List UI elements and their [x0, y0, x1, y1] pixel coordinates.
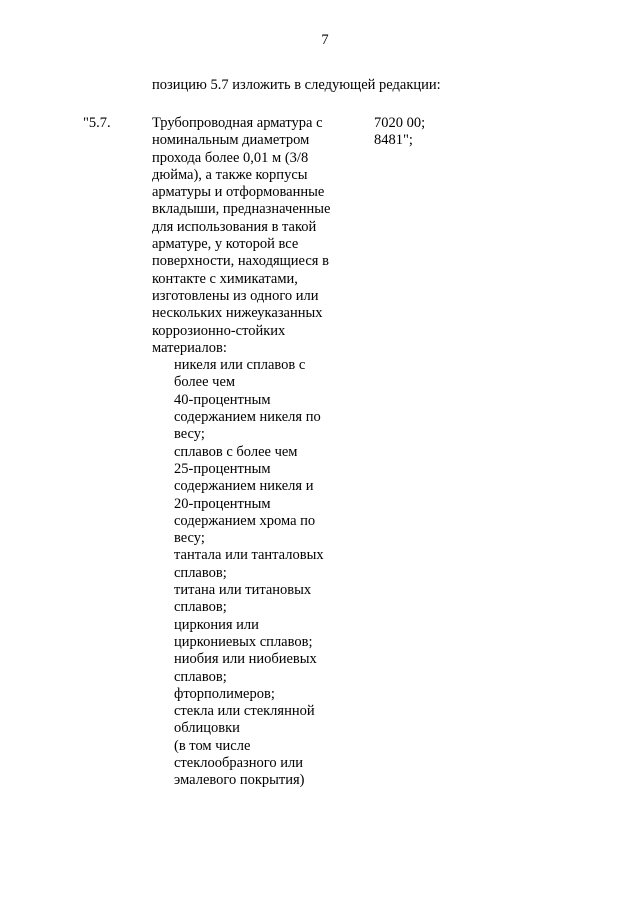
description-line: дюйма), а также корпусы: [152, 166, 308, 183]
description-line: Трубопроводная арматура с: [152, 115, 323, 131]
material-line: весу;: [174, 530, 205, 547]
material-line: содержанием хрома по: [174, 512, 316, 529]
tnved-codes: [374, 115, 425, 150]
material-line: сплавов;: [174, 599, 227, 616]
description-line: коррозионно-стойких: [152, 322, 286, 339]
page-number: 7: [321, 32, 329, 48]
code-line: 8481";: [374, 132, 413, 149]
description-line: прохода более 0,01 м (3/8: [152, 149, 309, 166]
material-line: облицовки: [174, 720, 240, 737]
description-line: контакте с химикатами,: [152, 270, 298, 287]
material-line: весу;: [174, 426, 205, 443]
materials-list: [152, 357, 372, 789]
material-line: стекла или стеклянной: [174, 703, 315, 720]
description-line: вкладыши, предназначенные: [152, 201, 331, 218]
material-line: ниобия или ниобиевых: [174, 651, 317, 668]
material-line: 20-процентным: [174, 495, 271, 512]
description-line: нескольких нижеуказанных: [152, 305, 323, 322]
material-line: сплавов с более чем: [174, 443, 298, 460]
material-line: сплавов;: [174, 564, 227, 581]
description-line: изготовлены из одного или: [152, 287, 319, 304]
material-line: титана или титановых: [174, 582, 312, 599]
material-line: стеклообразного или: [174, 754, 304, 771]
material-line: (в том числе: [174, 737, 251, 754]
material-line: циркония или: [174, 616, 259, 633]
material-line: никеля или сплавов с: [174, 357, 306, 374]
material-line: фторполимеров;: [174, 685, 275, 702]
material-line: 40-процентным: [174, 391, 271, 408]
material-line: циркониевых сплавов;: [174, 633, 313, 650]
item-number: "5.7.: [83, 115, 111, 131]
material-line: более чем: [174, 374, 236, 391]
material-line: эмалевого покрытия): [174, 772, 305, 789]
intro-text: позицию 5.7 изложить в следующей редакции:: [152, 77, 441, 93]
description-line: арматуры и отформованные: [152, 184, 325, 201]
material-line: содержанием никеля и: [174, 478, 314, 495]
description-line: материалов:: [152, 339, 227, 356]
item-description: [152, 115, 372, 790]
material-line: тантала или танталовых: [174, 547, 324, 564]
description-line: номинальным диаметром: [152, 132, 310, 149]
description-line: для использования в такой: [152, 218, 317, 235]
material-line: содержанием никеля по: [174, 409, 321, 426]
description-line: поверхности, находящиеся в: [152, 253, 329, 270]
material-line: сплавов;: [174, 668, 227, 685]
material-line: 25-процентным: [174, 460, 271, 477]
description-line: арматуре, у которой все: [152, 236, 299, 253]
code-line: 7020 00;: [374, 115, 426, 131]
